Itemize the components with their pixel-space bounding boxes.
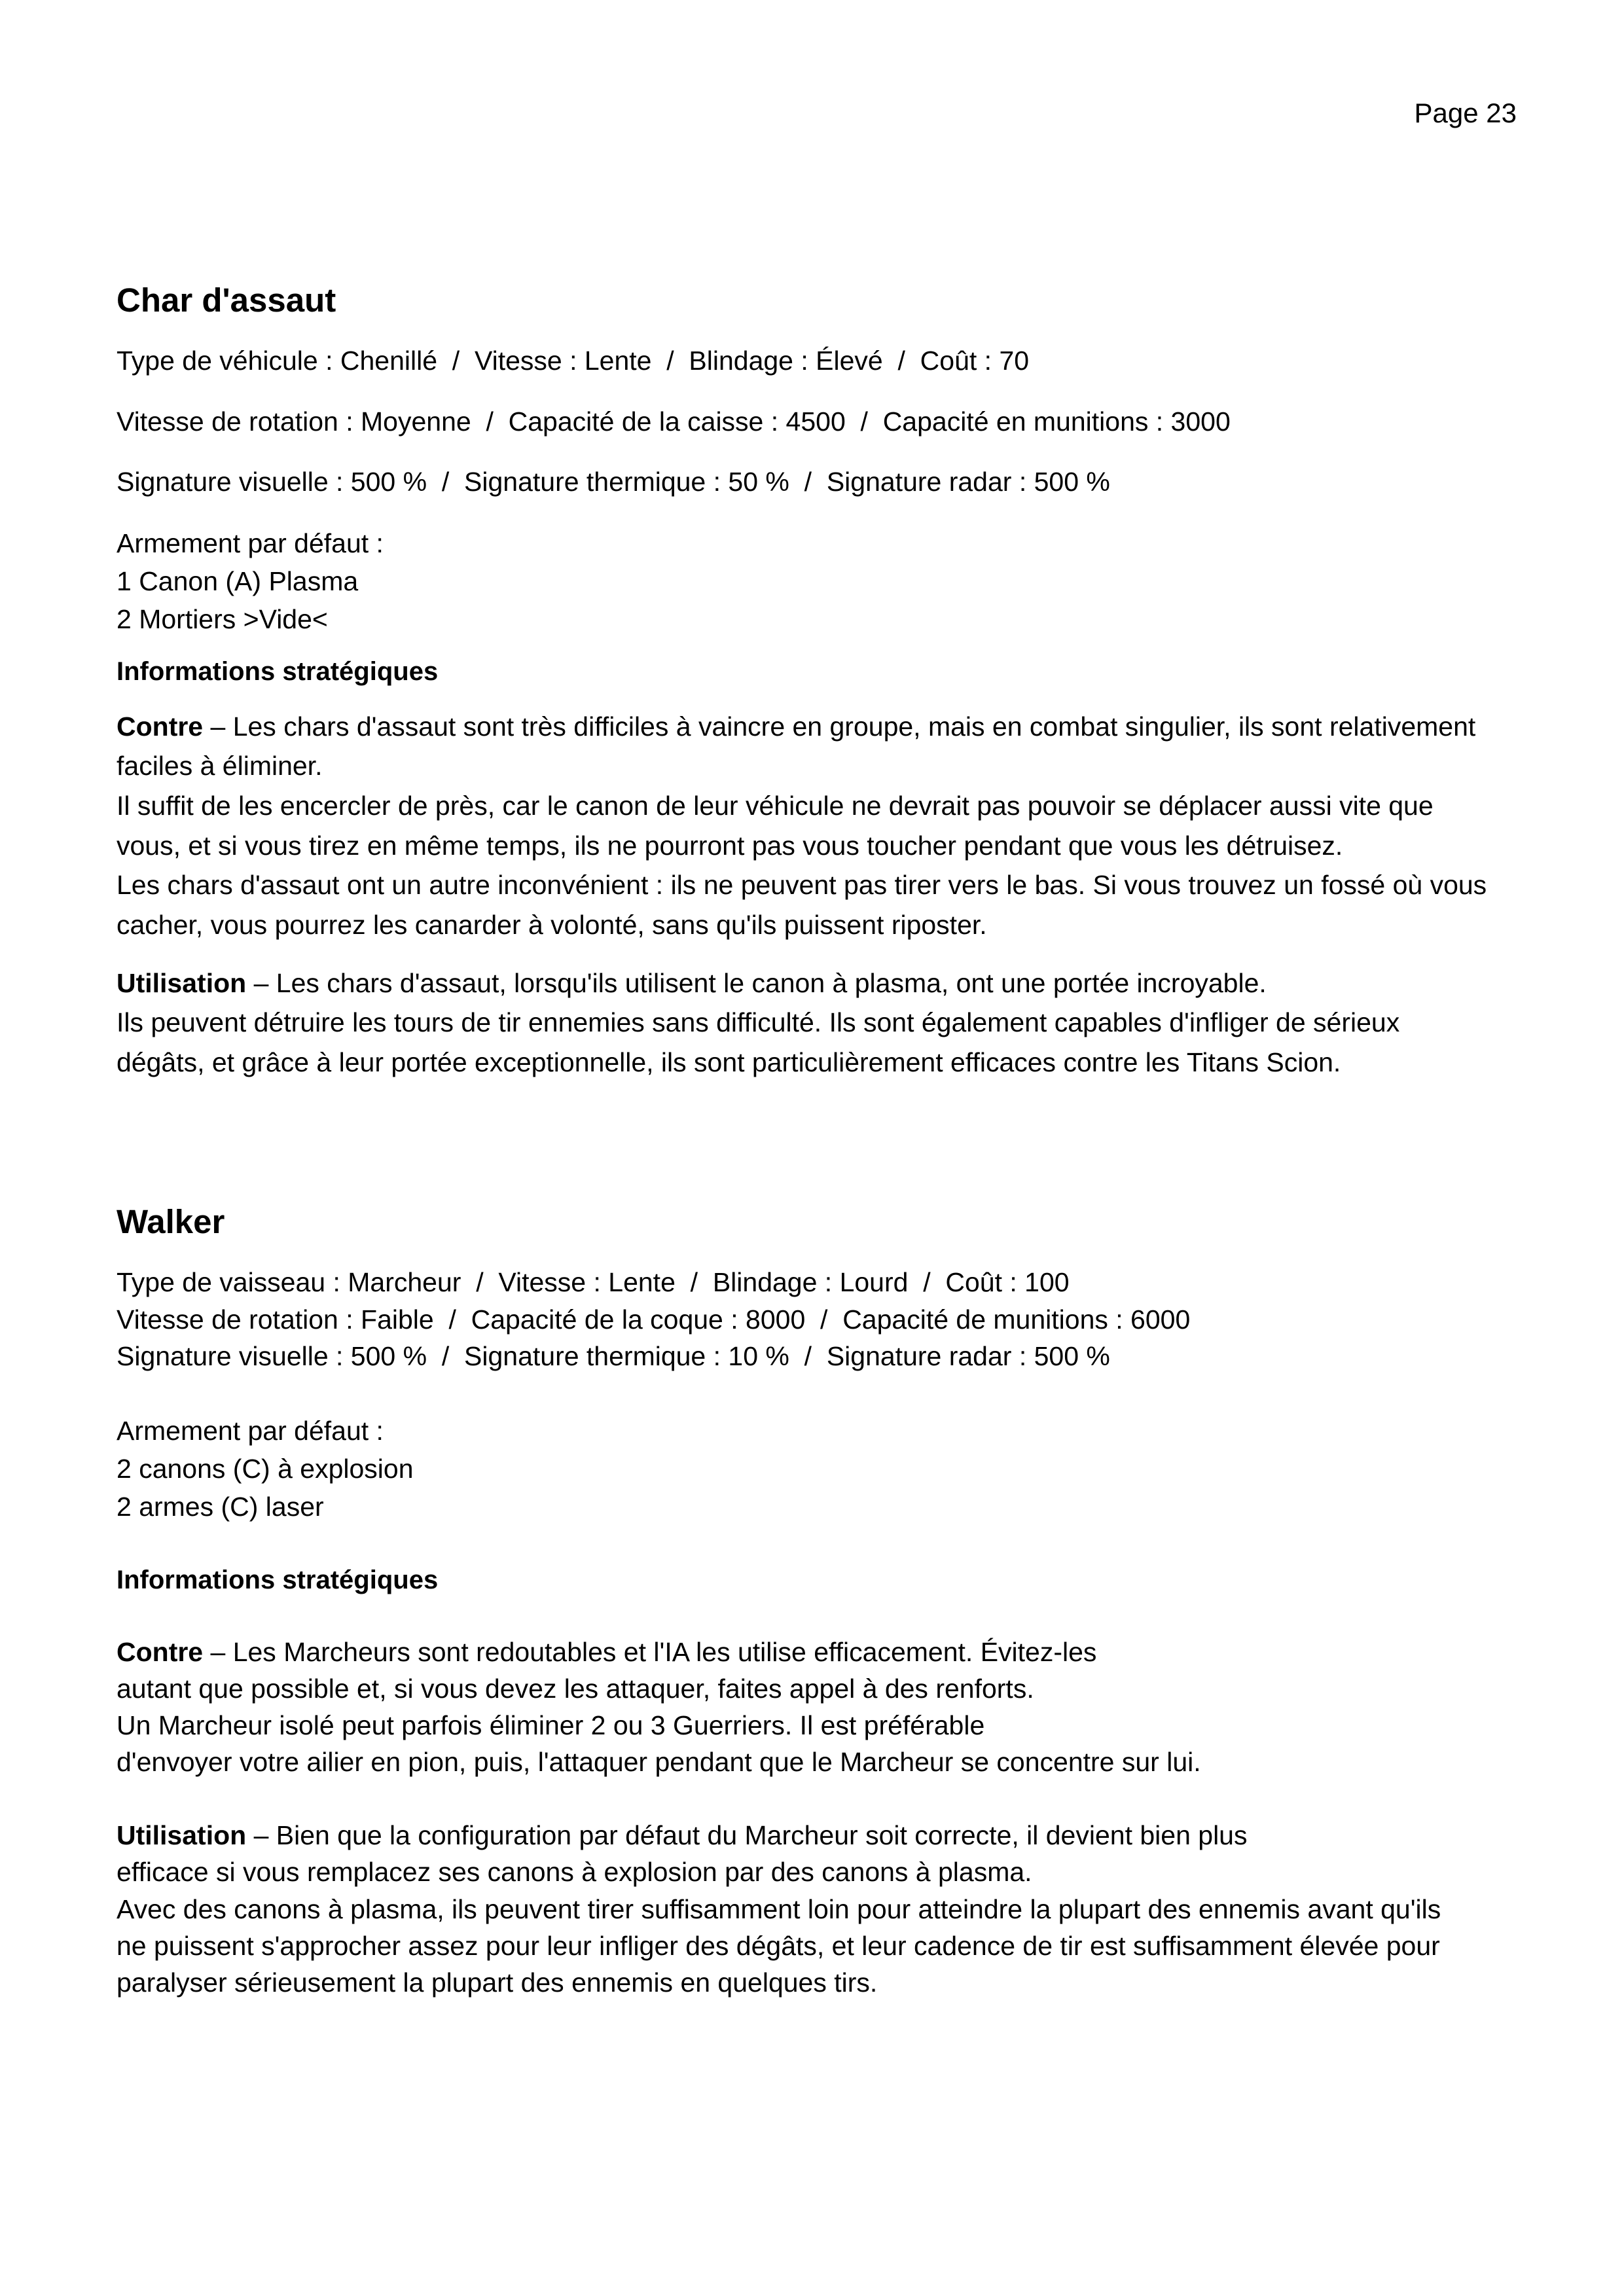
usage-text-line: – Bien que la configuration par défaut du Marcheur soit correcte, il devient bien plus [246, 1820, 1248, 1851]
counter-paragraph [117, 707, 1517, 945]
counter-text-line: autant que possible et, si vous devez les attaquer, faites appel à des renforts. [117, 1673, 1034, 1704]
armament-label: Armement par défaut : [117, 1415, 384, 1446]
strategic-info-heading: Informations stratégiques [117, 656, 439, 686]
page-number: Page 23 [1414, 98, 1517, 128]
stats-line-type: Type de véhicule : Chenillé / Vitesse : Lente / Blindage : Élevé / Coût : 70 [117, 346, 1030, 376]
counter-text-line: – Les Marcheurs sont redoutables et l'IA les utilise efficacement. Évitez-les [203, 1636, 1097, 1667]
armament-item: 1 Canon (A) Plasma [117, 566, 359, 597]
stats-line-type: Type de vaisseau : Marcheur / Vitesse : Lente / Blindage : Lourd / Coût : 100 [117, 1267, 1070, 1298]
armament-block [117, 524, 1517, 639]
counter-text-line: faciles à éliminer. [117, 751, 323, 781]
vehicle-title: Char d'assaut [117, 281, 336, 319]
armament-block [117, 1412, 1517, 1526]
counter-lead: Contre [117, 711, 204, 742]
strategic-info-heading: Informations stratégiques [117, 1565, 439, 1594]
counter-lead: Contre [117, 1636, 204, 1667]
counter-text-line: Un Marcheur isolé peut parfois éliminer 2 ou 3 Guerriers. Il est préférable [117, 1710, 985, 1740]
vehicle-section-walker [117, 1202, 1517, 2037]
usage-paragraph [117, 1817, 1517, 2001]
vehicle-section-assault-tank [117, 280, 1517, 1101]
counter-text-line: Il suffit de les encercler de près, car le canon de leur véhicule ne devrait pas pouvoir se déplacer aussi vite que [117, 790, 1434, 821]
armament-item: 2 armes (C) laser [117, 1492, 324, 1522]
usage-paragraph [117, 963, 1517, 1083]
usage-lead: Utilisation [117, 967, 247, 998]
stats-block [117, 1264, 1517, 1375]
stats-line-rotation: Vitesse de rotation : Faible / Capacité de la coque : 8000 / Capacité de munitions : 6000 [117, 1304, 1191, 1335]
stats-line-signature: Signature visuelle : 500 % / Signature thermique : 10 % / Signature radar : 500 % [117, 1341, 1110, 1372]
usage-text-line: paralyser sérieusement la plupart des ennemis en quelques tirs. [117, 1967, 878, 1998]
usage-text-line: dégâts, et grâce à leur portée exceptionnelle, ils sont particulièrement efficaces contre les Titans Scion. [117, 1047, 1341, 1077]
usage-text-line: ne puissent s'approcher assez pour leur infliger des dégâts, et leur cadence de tir est suffisamment élevée pour [117, 1930, 1440, 1961]
armament-label: Armement par défaut : [117, 528, 384, 558]
armament-item: 2 canons (C) à explosion [117, 1454, 414, 1484]
counter-text-line: d'envoyer votre ailier en pion, puis, l'attaquer pendant que le Marcheur se concentre sur lui. [117, 1747, 1201, 1778]
counter-text-line: Les chars d'assaut ont un autre inconvénient : ils ne peuvent pas tirer vers le bas. Si vous trouvez un fossé où vous [117, 870, 1487, 901]
usage-text-line: efficace si vous remplacez ses canons à explosion par des canons à plasma. [117, 1857, 1032, 1888]
counter-text-line: vous, et si vous tirez en même temps, ils ne pourront pas vous toucher pendant que vous les détruisez. [117, 830, 1343, 861]
counter-text-line: – Les chars d'assaut sont très difficiles à vaincre en groupe, mais en combat singulier, ils sont relativement [203, 711, 1476, 742]
stats-line-signature: Signature visuelle : 500 % / Signature thermique : 50 % / Signature radar : 500 % [117, 467, 1110, 497]
vehicle-title: Walker [117, 1203, 225, 1240]
usage-text-line: – Les chars d'assaut, lorsqu'ils utilisent le canon à plasma, ont une portée incroyable. [246, 967, 1267, 998]
stats-line-rotation: Vitesse de rotation : Moyenne / Capacité de la caisse : 4500 / Capacité en munitions : 3000 [117, 406, 1231, 437]
counter-text-line: cacher, vous pourrez les canarder à volonté, sans qu'ils puissent riposter. [117, 909, 987, 940]
counter-paragraph [117, 1634, 1517, 1781]
usage-text-line: Avec des canons à plasma, ils peuvent tirer suffisamment loin pour atteindre la plupart des ennemis avant qu'ils [117, 1893, 1441, 1924]
usage-lead: Utilisation [117, 1820, 247, 1851]
usage-text-line: Ils peuvent détruire les tours de tir ennemies sans difficulté. Ils sont également capables d'infliger de sérieux [117, 1007, 1400, 1038]
armament-item: 2 Mortiers >Vide< [117, 604, 328, 635]
